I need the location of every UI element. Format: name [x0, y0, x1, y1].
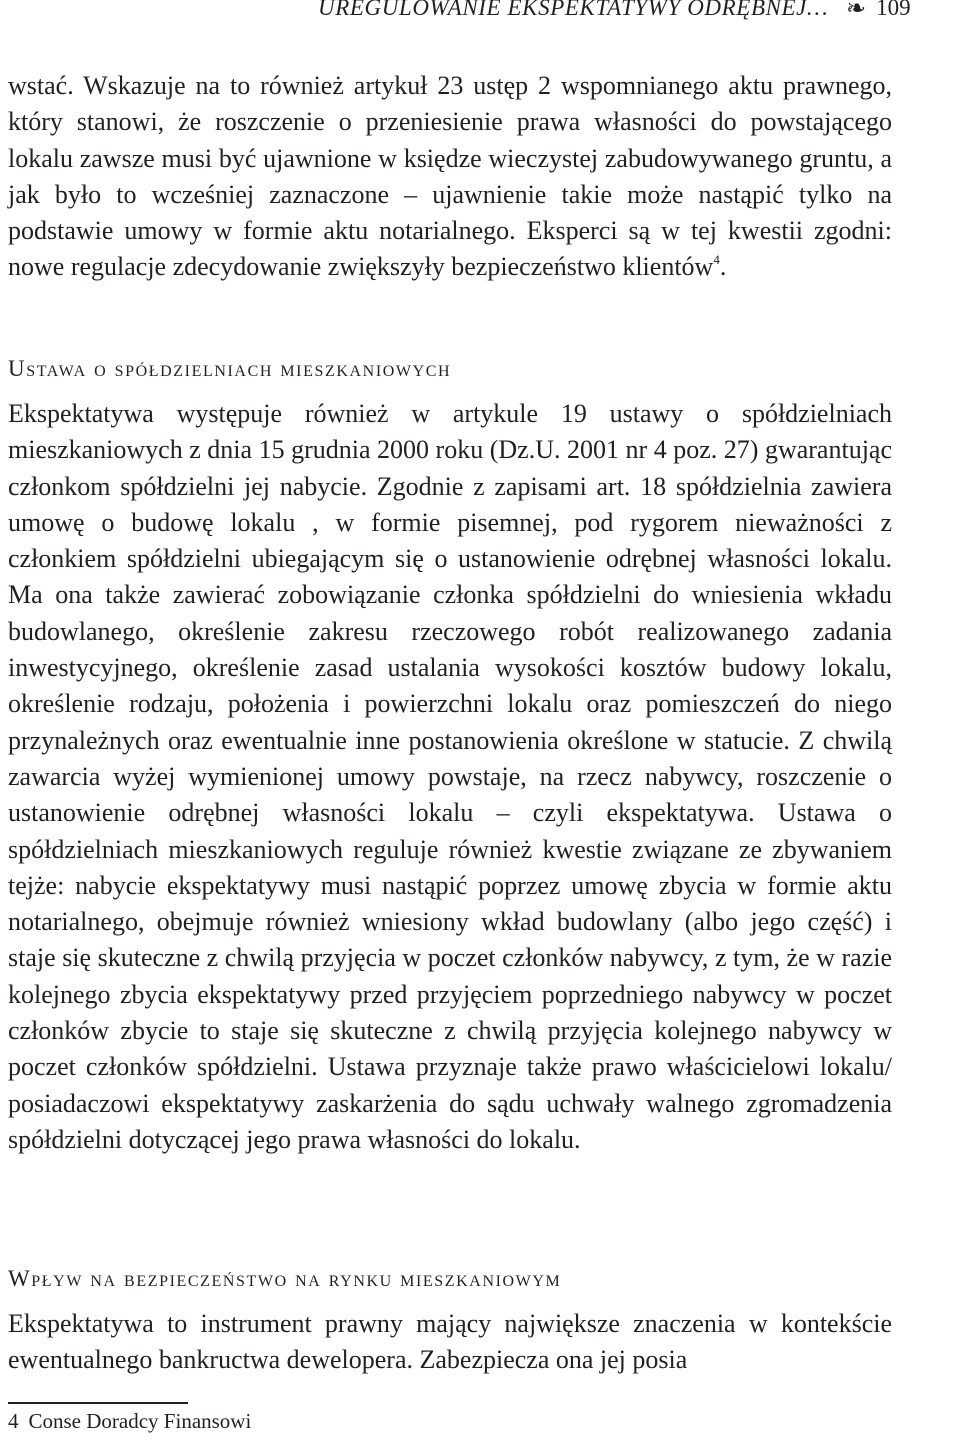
page-number: 109 [876, 0, 911, 20]
paragraph-2: Ekspektatywa występuje również w artykule 19 ustawy o spółdzielniach mieszkaniowych z dnia 15 grudnia 2000 roku (Dz.U. 2001 nr 4 poz. 27) gwarantując członkom spółdzielni jej nabycie. Zgodnie z zapisami art. 18 spółdzielnia zawiera umowę o budowę lokalu , w formie pisemnej, pod rygorem nieważności z członkiem spółdzielni ubiegającym się o ustanowienie odrębnej własności lokalu. Ma ona także zawierać zobowiązanie członka spółdzielni do wniesienia wkładu budowlanego, określenie zakresu rzeczowego robót realizowanego zadania inwestycyjnego, określenie zasad ustalania wysokości kosztów budowy lokalu, określenie rodzaju, położenia i powierzchni lokalu oraz pomieszczeń do niego przynależnych oraz ewentualnie inne postanowienia określone w statucie. Z chwilą zawarcia wyżej wymienionej umowy powstaje, na rzecz nabywcy, roszczenie o ustanowienie odrębnej własności lokalu – czyli ekspektatywa. Ustawa o spółdzielniach mieszkaniowych reguluje również kwestie związane ze zbywaniem tejże: nabycie ekspektatywy musi nastąpić poprzez umowę zbycia w formie aktu notarialnego, obejmuje również wniesiony wkład budowlany (albo jego część) i staje się skuteczne z chwilą przyjęcia w poczet członków nabywcy, z tym, że w razie kolejnego zbycia ekspektatywy przed przyjęciem poprzedniego nabywcy w poczet członków zbycie to staje się skuteczne z chwilą przyjęcia kolejnego nabywcy w poczet członków spółdzielni. Ustawa przyznaje także prawo właścicielowi lokalu/ posiadaczowi ekspektatywy zaskarżenia do sądu uchwały walnego zgromadzenia spółdzielni dotyczącej jego prawa własności do lokalu. [8, 399, 892, 1154]
section-heading-cooperatives: Ustawa o spółdzielniach mieszkaniowych [8, 356, 452, 381]
paragraph-1-text: wstać. Wskazuje na to również artykuł 23 ustęp 2 wspomnianego aktu prawnego, który stanowi, że roszczenie o przeniesienie prawa własności do powstającego lokalu zawsze musi być ujawnione w księdze wieczystej zabudowywanego gruntu, a jak było to wcześniej zaznaczone – ujawnienie takie może nastąpić tylko na podstawie umowy w formie aktu notarialnego. Eksperci są w tej kwestii zgodni: nowe regulacje zdecydowanie zwiększyły bezpieczeństwo klientów [8, 71, 892, 282]
footnote-reference[interactable]: 4 [713, 252, 720, 268]
section-heading-market-safety: Wpływ na bezpieczeństwo na rynku mieszkaniowym [8, 1266, 562, 1291]
floral-ornament-icon: ❧ [846, 0, 867, 22]
running-title: UREGULOWANIE EKSPEKTATYWY ODRĘBNEJ… [318, 0, 829, 20]
paragraph-1 [8, 68, 892, 286]
footnote [8, 1406, 892, 1436]
footnote-text: Conse Doradcy Finansowi [28, 1409, 252, 1433]
footnote-number: 4 [8, 1409, 19, 1433]
footnote-divider [8, 1402, 188, 1404]
paragraph-1-end: . [719, 252, 727, 282]
paragraph-3: Ekspektatywa to instrument prawny mający największe znaczenia w kontekście ewentualnego bankructwa dewelopera. Zabezpiecza ona jej posia [8, 1309, 892, 1375]
running-header [318, 0, 960, 24]
